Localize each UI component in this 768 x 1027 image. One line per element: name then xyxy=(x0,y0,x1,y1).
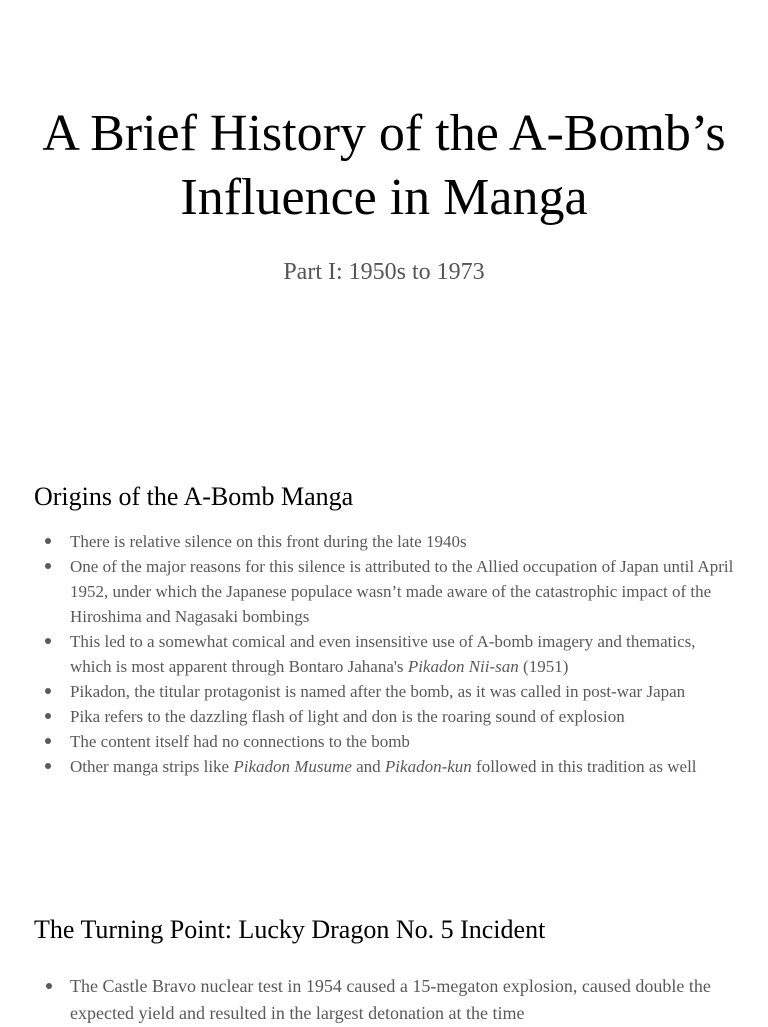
bullet-text: Other manga strips like xyxy=(70,757,234,776)
bullet-icon xyxy=(45,538,51,544)
bullet-text: This led to a somewhat comical and even insensitive use of A-bomb imagery and thematics, which is most apparent through Bontaro Jahana's xyxy=(70,632,696,676)
bullet-icon xyxy=(45,738,51,744)
bullet-icon xyxy=(45,638,51,644)
list-item xyxy=(40,754,740,779)
manga-title: Pikadon Musume xyxy=(233,757,352,776)
bullet-text: One of the major reasons for this silence is attributed to the Allied occupation of Japan until April 1952, under which the Japanese populace wasn’t made aware of the catastrophic impact of the Hiroshima and Nagasaki bombings xyxy=(70,557,734,626)
bullet-text: followed in this tradition as well xyxy=(471,757,697,776)
list-item xyxy=(40,554,740,629)
list-item xyxy=(40,729,740,754)
page-subtitle: Part I: 1950s to 1973 xyxy=(283,259,485,285)
list-item xyxy=(40,679,740,704)
bullet-icon xyxy=(45,688,51,694)
list-item xyxy=(40,629,740,679)
list-item xyxy=(40,973,740,1027)
bullet-text: The Castle Bravo nuclear test in 1954 caused a 15-megaton explosion, caused double the expected yield and resulted in the largest detonation at the time xyxy=(70,976,711,1023)
bullet-text: Pikadon, the titular protagonist is named after the bomb, as it was called in post-war Japan xyxy=(70,682,686,701)
section-heading-turning-point: The Turning Point: Lucky Dragon No. 5 Incident xyxy=(34,915,546,944)
manga-title: Pikadon-kun xyxy=(384,757,472,776)
bullet-text: The content itself had no connections to the bomb xyxy=(70,732,410,751)
bullet-list-turning-point xyxy=(40,973,740,1027)
bullet-icon xyxy=(45,713,51,719)
list-item xyxy=(40,704,740,729)
bullet-list-origins xyxy=(40,529,740,779)
page-title: A Brief History of the A-Bomb’s Influence in Manga xyxy=(42,105,726,226)
bullet-text: and xyxy=(351,757,385,776)
bullet-text: There is relative silence on this front during the late 1940s xyxy=(70,532,467,551)
bullet-text: (1951) xyxy=(518,657,569,676)
manga-title: Pikadon Nii-san xyxy=(407,657,519,676)
bullet-icon xyxy=(45,563,51,569)
bullet-text: Pika refers to the dazzling flash of light and don is the roaring sound of explosion xyxy=(70,707,625,726)
bullet-icon xyxy=(46,983,52,989)
section-heading-origins: Origins of the A-Bomb Manga xyxy=(34,482,354,511)
list-item xyxy=(40,529,740,554)
bullet-icon xyxy=(45,763,51,769)
